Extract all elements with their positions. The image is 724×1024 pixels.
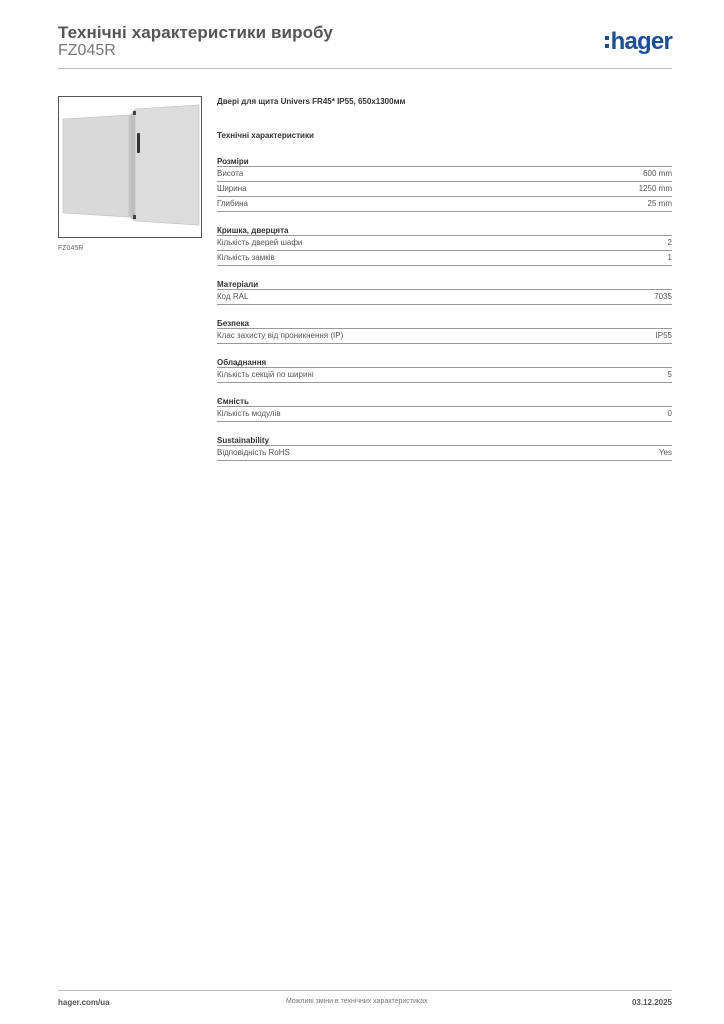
spec-row (217, 251, 672, 266)
spec-row (217, 290, 672, 305)
spec-label: Глибина (217, 199, 248, 208)
spec-value: 7035 (654, 292, 672, 301)
spec-value: 0 (667, 409, 672, 418)
product-name: Двері для щита Univers FR45* IP55, 650x1300мм (217, 97, 406, 106)
product-code: FZ045R (58, 42, 116, 59)
image-caption: FZ045R (58, 245, 84, 252)
spec-label: Код RAL (217, 292, 249, 301)
spec-label: Кількість дверей шафи (217, 238, 303, 247)
spec-group (217, 396, 672, 422)
spec-group-title: Безпека (217, 318, 672, 329)
spec-value: Yes (658, 448, 672, 457)
spec-value: 2 (667, 238, 672, 247)
spec-label: Висота (217, 169, 244, 178)
spec-label: Клас захисту від проникнення (IP) (217, 331, 344, 340)
spec-row (217, 446, 672, 461)
footer-disclaimer: Можливі зміни в технічних характеристиках (286, 998, 428, 1005)
footer-website[interactable]: hager.com/ua (58, 998, 110, 1007)
spec-value: 1250 mm (638, 184, 672, 193)
spec-group-title: Розміри (217, 156, 672, 167)
spec-row (217, 407, 672, 422)
spec-value: 5 (667, 370, 672, 379)
spec-group-title: Матеріали (217, 279, 672, 290)
spec-value: IP55 (655, 331, 672, 340)
spec-row (217, 197, 672, 212)
spec-row (217, 236, 672, 251)
spec-group-title: Кришка, дверцята (217, 225, 672, 236)
spec-group (217, 435, 672, 461)
logo-text: hager (610, 28, 672, 55)
spec-group (217, 279, 672, 305)
spec-value: 600 mm (643, 169, 672, 178)
section-title: Технічні характеристики (217, 131, 314, 140)
logo-colon-icon (605, 36, 609, 48)
spec-group (217, 225, 672, 266)
spec-group-title: Ємність (217, 396, 672, 407)
spec-group (217, 318, 672, 344)
spec-groups (217, 156, 672, 461)
spec-group (217, 156, 672, 212)
spec-label: Кількість секцій по ширині (217, 370, 314, 379)
spec-value: 1 (667, 253, 672, 262)
spec-row (217, 368, 672, 383)
header-divider (58, 68, 672, 69)
spec-row (217, 182, 672, 197)
hager-logo (605, 28, 672, 56)
spec-label: Кількість модулів (217, 409, 281, 418)
product-image (58, 96, 202, 238)
spec-group-title: Обладнання (217, 357, 672, 368)
spec-value: 25 mm (647, 199, 672, 208)
spec-row (217, 329, 672, 344)
spec-group-title: Sustainability (217, 435, 672, 446)
spec-row (217, 167, 672, 182)
footer-date: 03.12.2025 (631, 998, 672, 1007)
spec-label: Кількість замків (217, 253, 275, 262)
spec-label: Ширина (217, 184, 247, 193)
door-panel-illustration (59, 97, 201, 237)
spec-content (217, 96, 672, 461)
page-title: Технічні характеристики виробу (58, 23, 333, 42)
spec-label: Відповідність RoHS (217, 448, 290, 457)
footer-divider (58, 990, 672, 991)
spec-group (217, 357, 672, 383)
page-header (58, 20, 672, 68)
